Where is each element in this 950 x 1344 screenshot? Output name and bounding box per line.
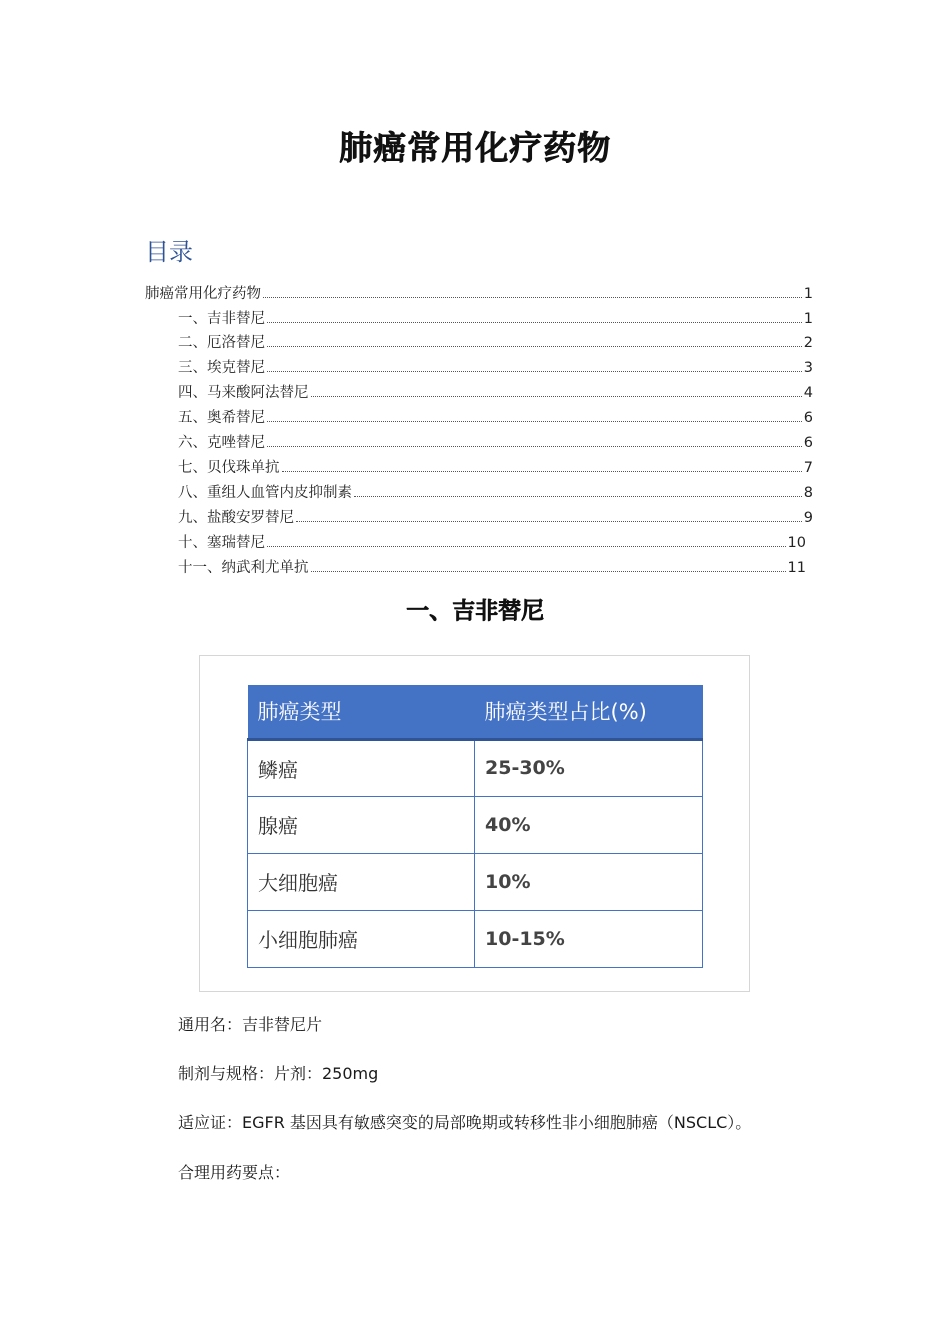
toc-leader — [354, 495, 802, 497]
toc-leader — [267, 545, 786, 547]
table-cell-type: 腺癌 — [248, 796, 475, 853]
table-cell-type: 大细胞癌 — [248, 853, 475, 910]
table-cell-type: 鳞癌 — [248, 739, 475, 796]
toc-entry-label: 五、奥希替尼 — [178, 410, 265, 426]
toc-entry-label: 九、盐酸安罗替尼 — [178, 510, 294, 526]
table-row — [248, 796, 703, 853]
toc-entry-label: 十一、纳武利尤单抗 — [178, 560, 309, 576]
toc-entry-label: 八、重组人血管内皮抑制素 — [178, 485, 352, 501]
toc-entry-label: 六、克唑替尼 — [178, 435, 265, 451]
table-cell-percent: 25-30% — [475, 739, 703, 796]
toc-entry-page: 1 — [803, 311, 813, 327]
table-header-row — [248, 685, 703, 739]
toc-entry[interactable] — [178, 556, 806, 580]
toc-entry-label: 四、马来酸阿法替尼 — [178, 385, 309, 401]
toc-entry[interactable] — [145, 282, 813, 306]
table-header-cell: 肺癌类型占比(%) — [475, 685, 703, 739]
toc-entry-page: 1 — [803, 286, 813, 302]
table-cell-percent: 10% — [475, 853, 703, 910]
toc-leader — [282, 470, 802, 472]
toc-entry-label: 七、贝伐珠单抗 — [178, 460, 280, 476]
toc-entry-page: 7 — [803, 460, 813, 476]
document-title: 肺癌常用化疗药物 — [339, 128, 611, 167]
toc-entry-page: 10 — [787, 535, 806, 551]
toc-entry-page: 2 — [803, 335, 813, 351]
toc-leader — [267, 445, 802, 447]
toc-entry[interactable] — [178, 506, 813, 530]
toc-entry-page: 3 — [803, 360, 813, 376]
lung-cancer-type-figure — [199, 655, 750, 992]
toc-leader — [311, 395, 802, 397]
toc-entry[interactable] — [178, 381, 813, 405]
table-row — [248, 910, 703, 967]
toc-entry[interactable] — [178, 431, 813, 455]
toc-leader — [267, 370, 802, 372]
toc-leader — [311, 570, 786, 572]
toc-entry-page: 4 — [803, 385, 813, 401]
toc-entry-label: 一、吉非替尼 — [178, 311, 265, 327]
table-row — [248, 739, 703, 796]
toc-entry-page: 9 — [803, 510, 813, 526]
toc-entry[interactable] — [178, 356, 813, 380]
toc-entry-label: 十、塞瑞替尼 — [178, 535, 265, 551]
toc-entry-page: 6 — [803, 410, 813, 426]
toc-entry-page: 11 — [787, 560, 806, 576]
table-cell-type: 小细胞肺癌 — [248, 910, 475, 967]
toc-entry[interactable] — [178, 307, 813, 331]
toc-entry[interactable] — [178, 481, 813, 505]
usage-points-paragraph: 合理用药要点： — [178, 1163, 291, 1182]
toc-leader — [267, 420, 802, 422]
toc-entry-page: 6 — [803, 435, 813, 451]
section-title: 一、吉非替尼 — [406, 598, 544, 624]
toc-entry[interactable] — [178, 331, 813, 355]
toc-leader — [263, 296, 802, 298]
generic-name-paragraph: 通用名：吉非替尼片 — [178, 1015, 323, 1034]
lung-cancer-type-table — [247, 685, 703, 968]
toc-leader — [296, 520, 802, 522]
toc-entry[interactable] — [178, 406, 813, 430]
toc-entry-label: 二、厄洛替尼 — [178, 335, 265, 351]
toc-heading: 目录 — [145, 238, 193, 266]
indication-paragraph: 适应证：EGFR 基因具有敏感突变的局部晚期或转移性非小细胞肺癌（NSCLC）。 — [178, 1113, 752, 1132]
formulation-paragraph: 制剂与规格：片剂：250mg — [178, 1064, 379, 1083]
toc-leader — [267, 321, 802, 323]
toc-entry-label: 三、埃克替尼 — [178, 360, 265, 376]
toc-entry-page: 8 — [803, 485, 813, 501]
toc-entry[interactable] — [178, 456, 813, 480]
toc-leader — [267, 345, 802, 347]
toc-entry[interactable] — [178, 531, 806, 555]
table-row — [248, 853, 703, 910]
table-cell-percent: 40% — [475, 796, 703, 853]
table-header-cell: 肺癌类型 — [248, 685, 475, 739]
table-cell-percent: 10-15% — [475, 910, 703, 967]
toc-entry-label: 肺癌常用化疗药物 — [145, 286, 261, 302]
